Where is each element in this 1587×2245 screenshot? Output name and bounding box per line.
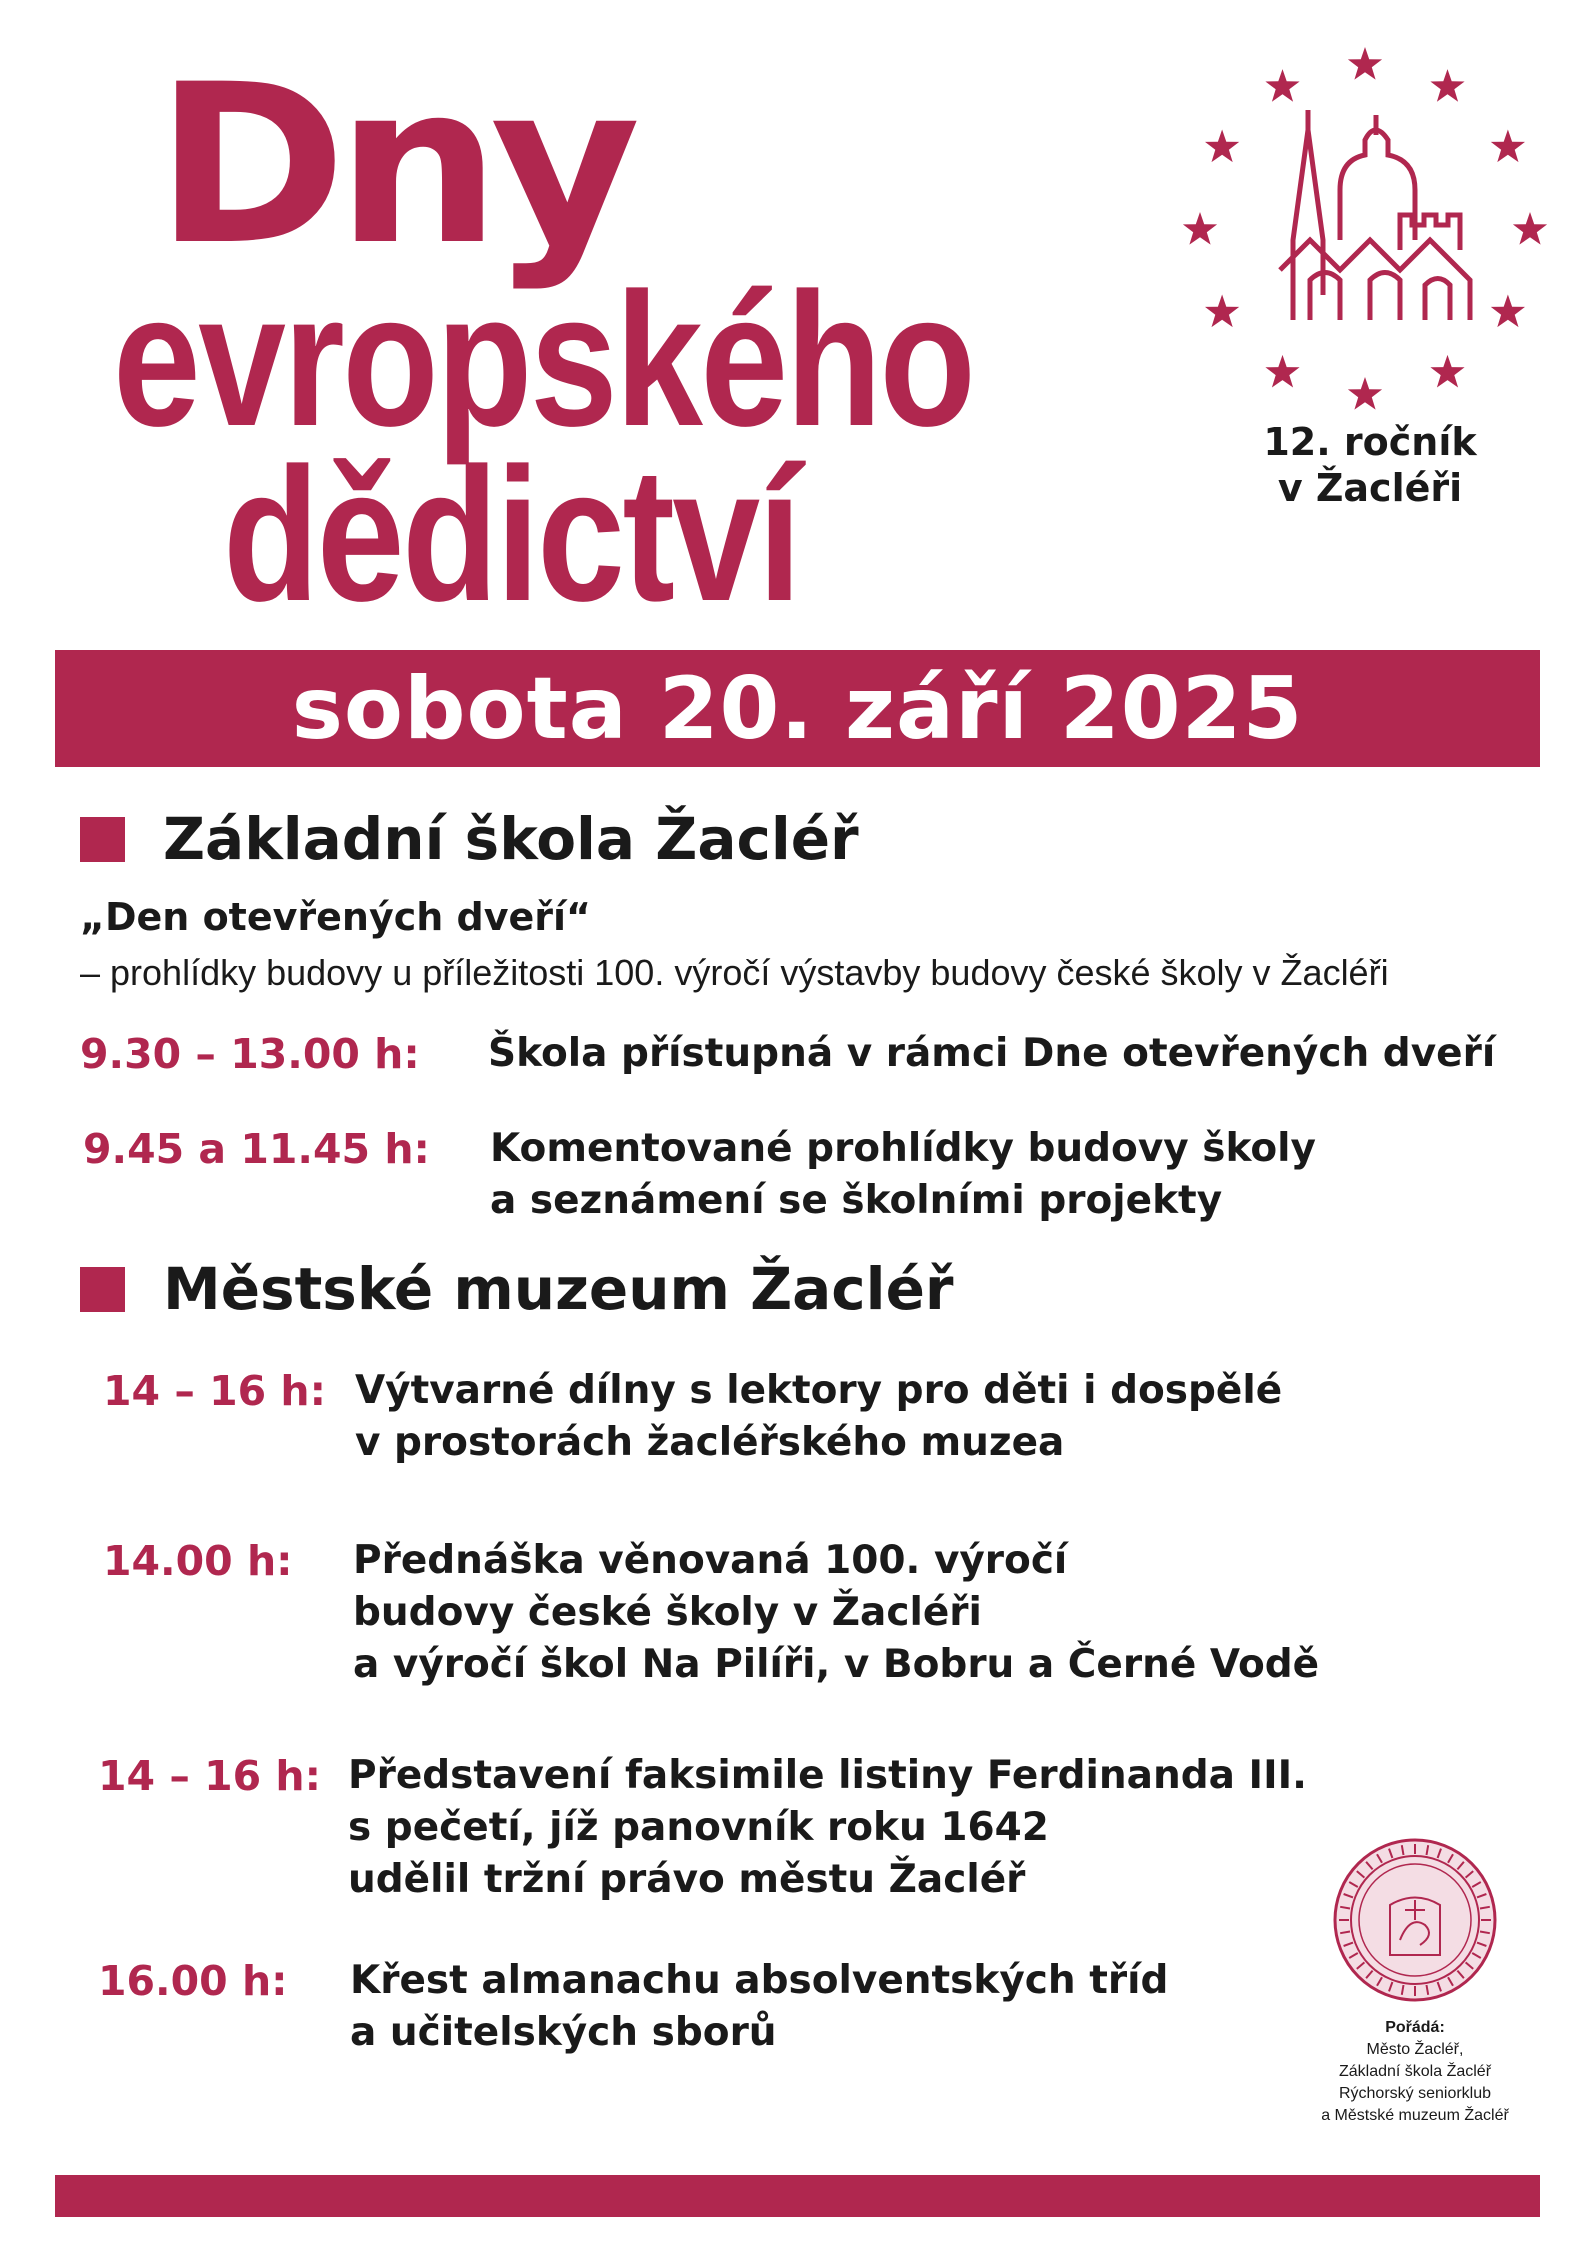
program-text: Křest almanachu absolventských tříd (350, 1958, 1169, 2003)
star-icon (1265, 69, 1299, 102)
square-bullet-icon (80, 1267, 125, 1312)
event-description: – prohlídky budovy u příležitosti 100. výročí výstavby budovy české školy v Žacléři (80, 952, 1389, 993)
town-seal-icon (1330, 1835, 1500, 2005)
program-text: Přednáška věnovaná 100. výročí (353, 1538, 1068, 1583)
star-icon (1348, 377, 1382, 410)
program-text: s pečetí, jíž panovník roku 1642 (348, 1805, 1049, 1850)
star-icon (1205, 130, 1239, 163)
section-heading-school-label: Základní škola Žacléř (163, 805, 859, 873)
organizer-line: a Městské muzeum Žacléř (1321, 2107, 1509, 2124)
organizer-line: Město Žacléř, (1366, 2041, 1464, 2058)
program-text: a výročí škol Na Pilíři, v Bobru a Černé Vodě (353, 1642, 1320, 1687)
section-heading-museum-label: Městské muzeum Žacléř (163, 1255, 954, 1323)
date-banner (55, 650, 1540, 767)
star-icon (1491, 130, 1525, 163)
program-text: a seznámení se školními projekty (490, 1178, 1223, 1223)
edition-place: v Žacléři (1277, 465, 1463, 510)
event-title: „Den otevřených dveří“ (80, 895, 592, 939)
title-line-1: Dny (155, 37, 631, 293)
star-icon (1183, 212, 1217, 245)
program-text: Představení faksimile listiny Ferdinanda III. (348, 1753, 1307, 1798)
program-time: 14 – 16 h: (98, 1752, 322, 1800)
program-text: v prostorách žacléřského muzea (355, 1420, 1065, 1465)
organizer-line: Rýchorský seniorklub (1338, 2085, 1492, 2102)
program-text: Výtvarné dílny s lektory pro děti i dospělé (355, 1368, 1283, 1413)
program-time: 9.45 a 11.45 h: (83, 1125, 430, 1173)
program-text: Škola přístupná v rámci Dne otevřených dveří (488, 1031, 1496, 1076)
edition-label (1180, 420, 1560, 511)
star-icon (1491, 295, 1525, 328)
star-icon (1513, 212, 1547, 245)
star-icon (1205, 295, 1239, 328)
organizers-heading: Pořádá: (1385, 2019, 1445, 2036)
title-line-2: evropského (113, 254, 974, 466)
event-date: sobota 20. září 2025 (291, 658, 1304, 759)
star-icon (1265, 355, 1299, 388)
heritage-days-stars-logo-icon (1170, 40, 1560, 420)
square-bullet-icon (80, 817, 125, 862)
section-heading-museum (80, 1255, 954, 1323)
organizers (1270, 2017, 1560, 2127)
title-line-3: dědictví (223, 429, 800, 641)
star-icon (1430, 355, 1464, 388)
program-text: a učitelských sborů (350, 2010, 777, 2055)
program-text: udělil tržní právo městu Žacléř (348, 1857, 1026, 1902)
program-time: 14 – 16 h: (103, 1367, 327, 1415)
edition-number: 12. ročník (1263, 420, 1477, 464)
star-icon (1348, 47, 1382, 80)
bottom-bar (55, 2175, 1540, 2217)
program-text: budovy české školy v Žacléři (353, 1590, 982, 1635)
program-time: 16.00 h: (98, 1957, 288, 2005)
program-time: 9.30 – 13.00 h: (80, 1030, 420, 1078)
organizer-line: Základní škola Žacléř (1338, 2063, 1492, 2080)
section-heading-school (80, 805, 859, 873)
program-text: Komentované prohlídky budovy školy (490, 1126, 1316, 1171)
program-time: 14.00 h: (103, 1537, 293, 1585)
star-icon (1430, 69, 1464, 102)
